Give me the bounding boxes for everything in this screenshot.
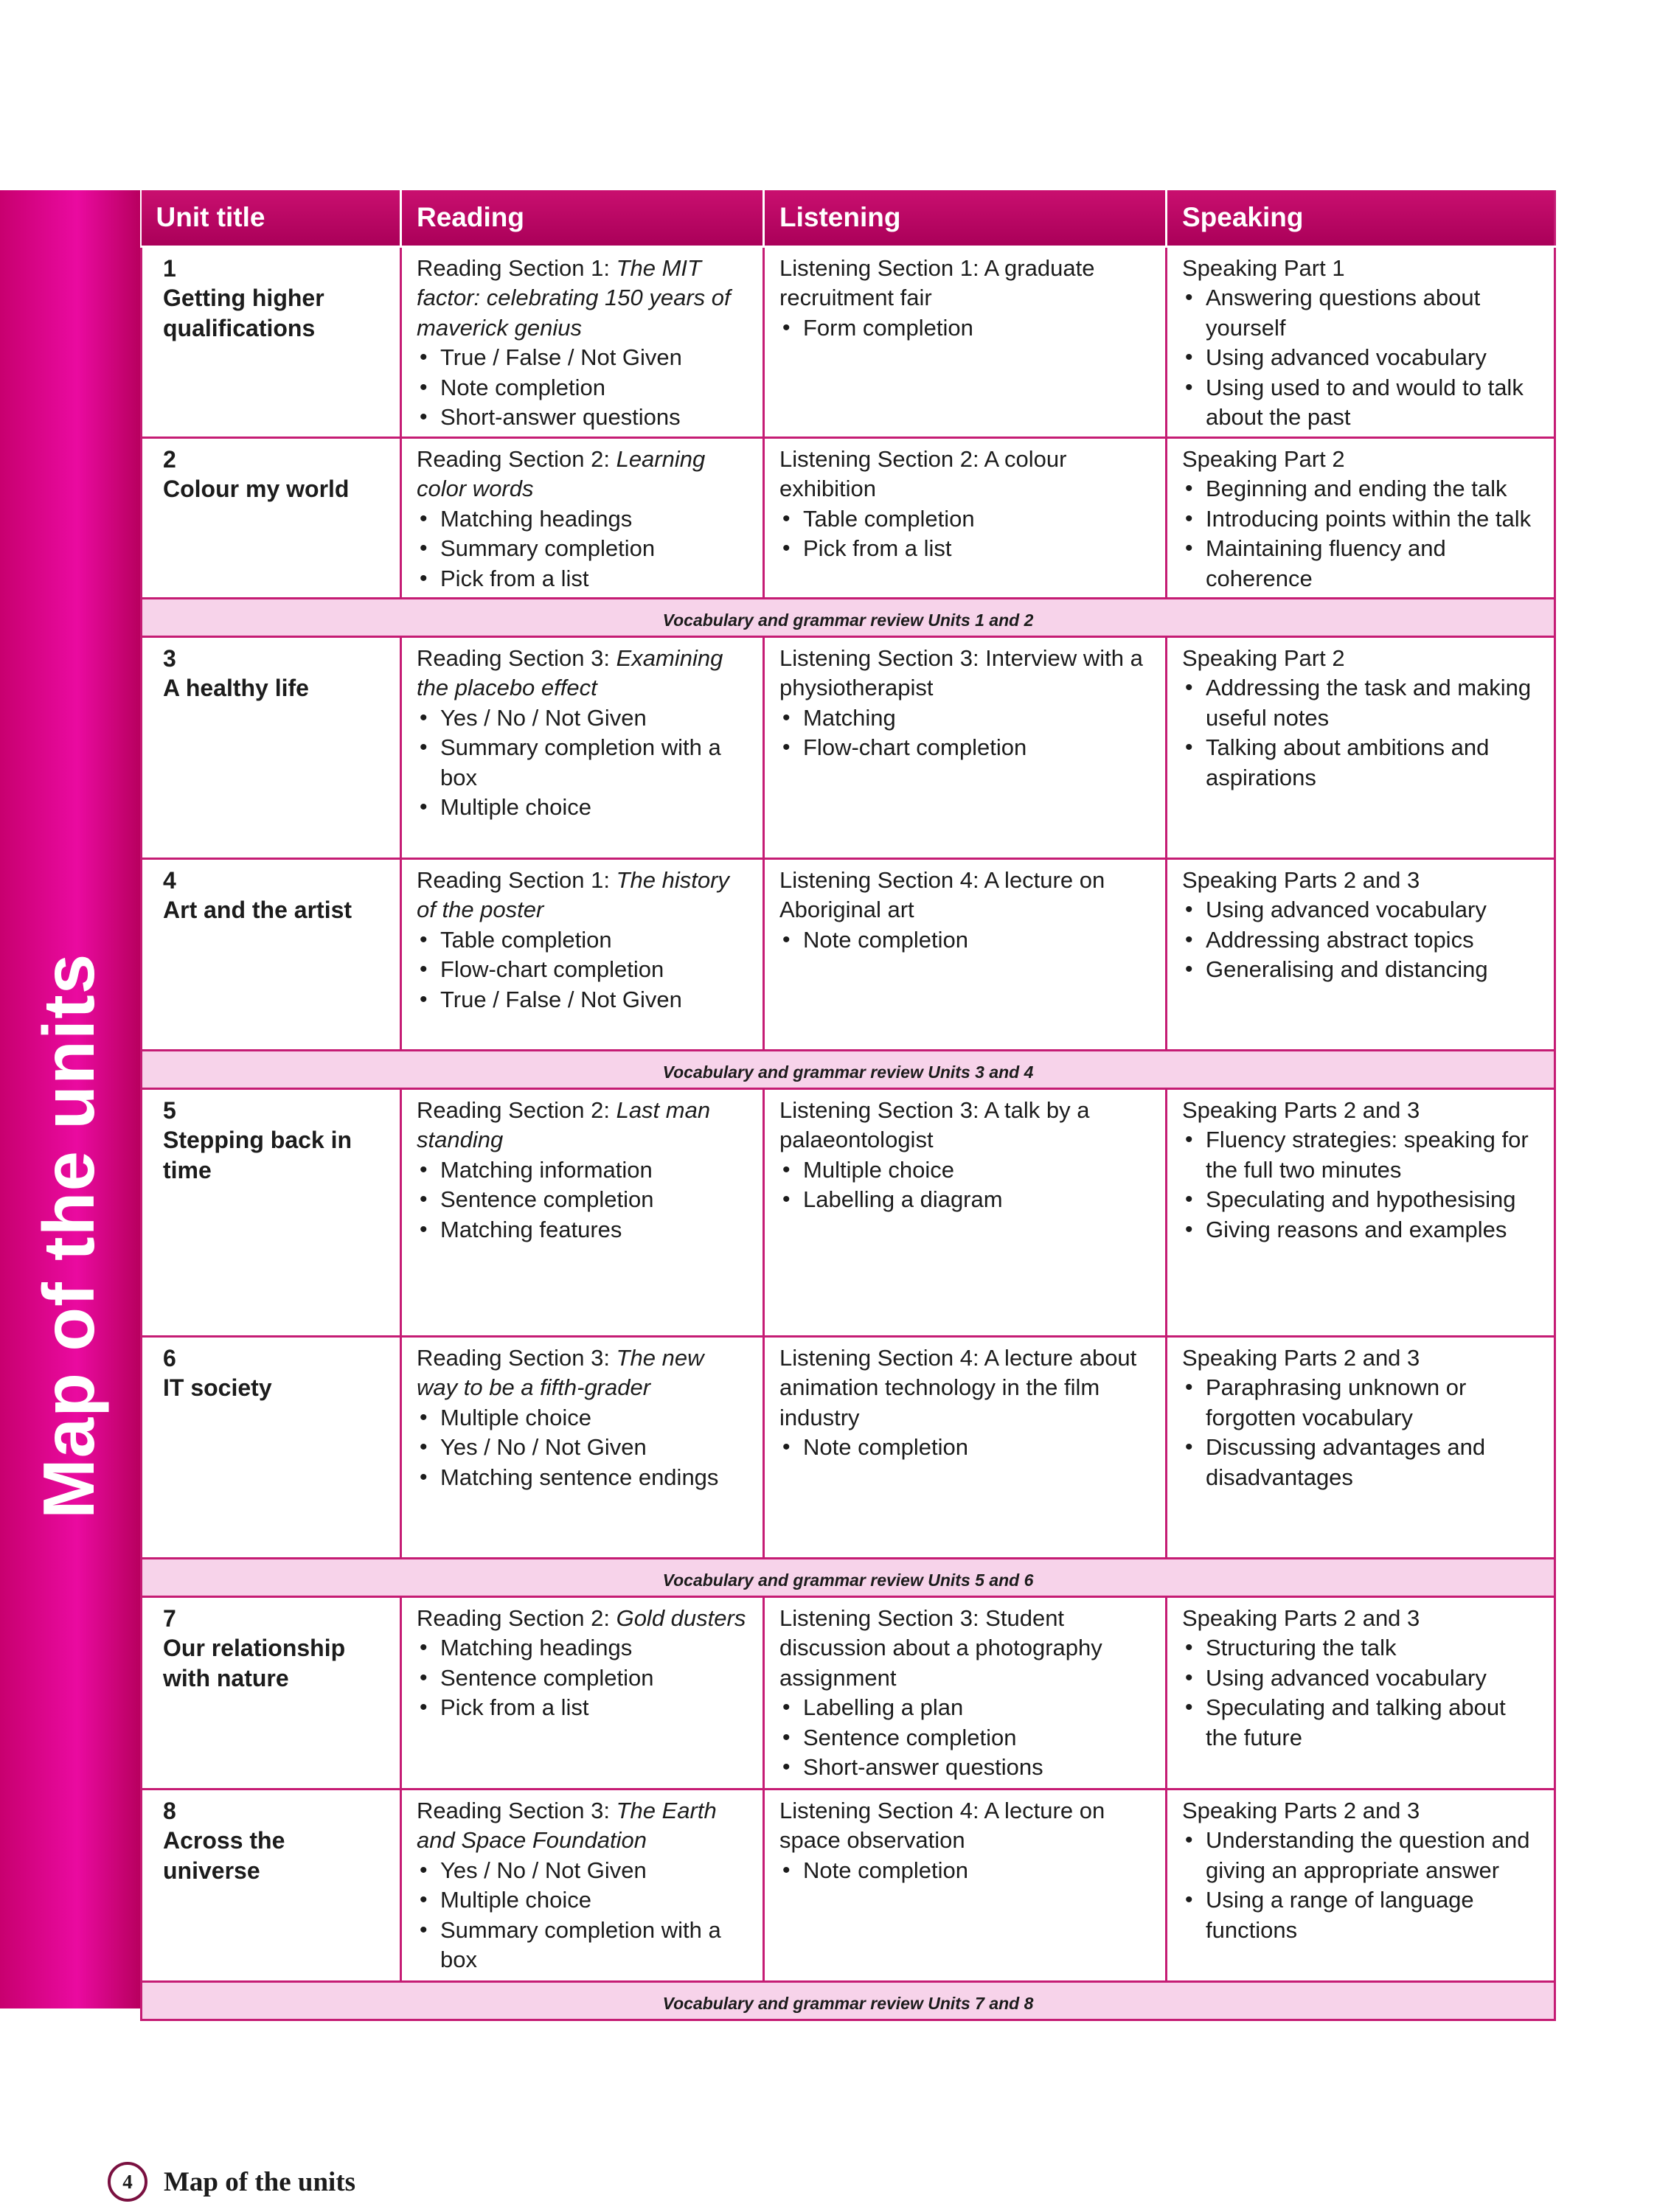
listening-cell (764, 1789, 1167, 1981)
unit-row-2 (142, 437, 1555, 598)
unit-number: 8 (163, 1797, 176, 1824)
bullet-list (779, 1856, 1152, 1886)
listening-cell (764, 1336, 1167, 1558)
unit-title-cell (142, 1789, 401, 1981)
reading-cell (401, 636, 764, 858)
reading-section-title (417, 1796, 749, 1856)
unit-row-7 (142, 1596, 1555, 1789)
speaking-part-title: Speaking Parts 2 and 3 (1182, 1604, 1420, 1631)
speaking-cell (1167, 437, 1555, 598)
reading-cell (401, 437, 764, 598)
speaking-part-title: Speaking Parts 2 and 3 (1182, 1344, 1420, 1371)
bullet-item: • Maintaining fluency and coherence (1182, 534, 1540, 594)
reading-cell (401, 1088, 764, 1336)
unit-title: Getting higher qualifications (163, 285, 324, 341)
bullet-item: • Matching information (417, 1155, 749, 1186)
unit-row-3 (142, 636, 1555, 858)
bullet-item: • Yes / No / Not Given (417, 703, 749, 734)
bullet-item: • Matching features (417, 1215, 749, 1245)
reading-section-title (417, 1604, 749, 1634)
bullet-item: • True / False / Not Given (417, 343, 749, 373)
unit-title-cell (142, 437, 401, 598)
bullet-item: • Matching headings (417, 1633, 749, 1663)
header-speaking: Speaking (1167, 190, 1555, 246)
bullet-item: • Table completion (417, 925, 749, 956)
unit-number: 4 (163, 866, 176, 894)
bullet-item: • Summary completion with a box (417, 733, 749, 793)
reading-cell (401, 1336, 764, 1558)
bullet-item: • True / False / Not Given (417, 985, 749, 1015)
reading-section-label: Reading Section 1: (417, 254, 616, 281)
review-label: Vocabulary and grammar review Units 1 and 2 (142, 598, 1555, 636)
unit-title: Across the universe (163, 1827, 285, 1884)
bullet-item: • Labelling a plan (779, 1693, 1152, 1723)
unit-title: Colour my world (163, 476, 350, 502)
reading-section-label: Reading Section 2: (417, 1604, 616, 1631)
unit-number: 3 (163, 644, 176, 672)
bullet-item: • Structuring the talk (1182, 1633, 1540, 1663)
bullet-item: • Yes / No / Not Given (417, 1856, 749, 1886)
bullet-list (417, 504, 749, 594)
bullet-item: • Addressing the task and making useful notes (1182, 673, 1540, 733)
bullet-list (417, 1403, 749, 1493)
listening-section-title: Listening Section 2: A colour exhibition (779, 445, 1067, 501)
bullet-item: • Matching headings (417, 504, 749, 535)
bullet-item: • Yes / No / Not Given (417, 1433, 749, 1463)
bullet-item: • Matching sentence endings (417, 1463, 749, 1493)
listening-section-title: Listening Section 4: A lecture on space observation (779, 1797, 1105, 1853)
unit-number: 6 (163, 1344, 176, 1371)
unit-title: Our relationship with nature (163, 1635, 346, 1691)
bullet-list (779, 1693, 1152, 1783)
review-label: Vocabulary and grammar review Units 5 and 6 (142, 1558, 1555, 1596)
reading-section-label: Reading Section 2: (417, 445, 616, 472)
listening-cell (764, 437, 1167, 598)
speaking-part-title: Speaking Part 2 (1182, 445, 1345, 472)
speaking-cell (1167, 858, 1555, 1050)
unit-number: 5 (163, 1096, 176, 1124)
bullet-list (779, 313, 1152, 344)
bullet-item: • Sentence completion (779, 1723, 1152, 1753)
reading-cell (401, 1789, 764, 1981)
reading-text-title: Learning color words (417, 445, 706, 501)
unit-row-1 (142, 246, 1555, 437)
speaking-part-title: Speaking Part 1 (1182, 254, 1345, 281)
unit-row-4 (142, 858, 1555, 1050)
speaking-cell (1167, 1596, 1555, 1789)
reading-cell (401, 246, 764, 437)
reading-text-title: The new way to be a fifth-grader (417, 1344, 704, 1400)
reading-section-title (417, 644, 749, 703)
bullet-list (1182, 1633, 1540, 1753)
reading-text-title: The MIT factor: celebrating 150 years of maverick genius (417, 254, 731, 341)
page-number: 4 (108, 2162, 147, 2202)
bullet-list (779, 1433, 1152, 1463)
bullet-item: • Addressing abstract topics (1182, 925, 1540, 956)
speaking-cell (1167, 246, 1555, 437)
bullet-list (1182, 1125, 1540, 1245)
listening-cell (764, 636, 1167, 858)
listening-cell (764, 246, 1167, 437)
reading-section-label: Reading Section 3: (417, 1797, 616, 1823)
review-row (142, 598, 1555, 636)
bullet-list (1182, 474, 1540, 594)
unit-number: 1 (163, 254, 176, 282)
bullet-item: • Pick from a list (417, 564, 749, 594)
bullet-list (417, 1155, 749, 1245)
bullet-item: • Using advanced vocabulary (1182, 1663, 1540, 1694)
bullet-item: • Note completion (779, 1856, 1152, 1886)
reading-section-title (417, 254, 749, 344)
speaking-cell (1167, 1789, 1555, 1981)
listening-section-title: Listening Section 4: A lecture on Aboriginal art (779, 866, 1105, 922)
bullet-item: • Using advanced vocabulary (1182, 895, 1540, 925)
unit-title-cell (142, 246, 401, 437)
review-row (142, 1981, 1555, 2020)
unit-title-cell (142, 1336, 401, 1558)
bullet-list (1182, 283, 1540, 433)
reading-text-title: Examining the placebo effect (417, 644, 723, 700)
page-footer (108, 2159, 355, 2205)
bullet-item: • Introducing points within the talk (1182, 504, 1540, 535)
bullet-item: • Matching (779, 703, 1152, 734)
reading-cell (401, 858, 764, 1050)
bullet-item: • Beginning and ending the talk (1182, 474, 1540, 504)
unit-number: 7 (163, 1604, 176, 1632)
listening-section-title: Listening Section 3: Student discussion about a photography assignment (779, 1604, 1102, 1691)
listening-section-title: Listening Section 1: A graduate recruitment fair (779, 254, 1095, 310)
reading-section-title (417, 1096, 749, 1155)
reading-text-title: Last man standing (417, 1096, 711, 1152)
header-row (142, 190, 1555, 246)
unit-row-8 (142, 1789, 1555, 1981)
unit-title: Art and the artist (163, 897, 352, 923)
bullet-item: • Discussing advantages and disadvantages (1182, 1433, 1540, 1492)
bullet-list (417, 343, 749, 433)
bullet-list (779, 504, 1152, 564)
unit-title-cell (142, 1088, 401, 1336)
bullet-list (779, 1155, 1152, 1215)
reading-section-title (417, 866, 749, 925)
bullet-list (1182, 1373, 1540, 1492)
listening-cell (764, 1088, 1167, 1336)
bullet-item: • Short-answer questions (779, 1753, 1152, 1783)
bullet-item: • Speculating and talking about the future (1182, 1693, 1540, 1753)
bullet-item: • Fluency strategies: speaking for the full two minutes (1182, 1125, 1540, 1185)
bullet-list (417, 703, 749, 823)
side-title: Map of the units (28, 953, 109, 1519)
review-row (142, 1050, 1555, 1088)
units-map-table (140, 190, 1556, 2021)
bullet-item: • Multiple choice (779, 1155, 1152, 1186)
unit-title-cell (142, 858, 401, 1050)
bullet-item: • Pick from a list (417, 1693, 749, 1723)
unit-number: 2 (163, 445, 176, 473)
bullet-item: • Using a range of language functions (1182, 1885, 1540, 1945)
speaking-part-title: Speaking Part 2 (1182, 644, 1345, 671)
bullet-list (417, 925, 749, 1015)
unit-title-cell (142, 1596, 401, 1789)
bullet-item: • Speculating and hypothesising (1182, 1185, 1540, 1215)
bullet-item: • Answering questions about yourself (1182, 283, 1540, 343)
bullet-item: • Note completion (779, 925, 1152, 956)
unit-row-5 (142, 1088, 1555, 1336)
header-listening: Listening (764, 190, 1167, 246)
bullet-item: • Pick from a list (779, 534, 1152, 564)
review-row (142, 1558, 1555, 1596)
units-body (142, 246, 1555, 2020)
bullet-item: • Table completion (779, 504, 1152, 535)
speaking-part-title: Speaking Parts 2 and 3 (1182, 1096, 1420, 1123)
bullet-item: • Sentence completion (417, 1185, 749, 1215)
header-unit-title: Unit title (142, 190, 401, 246)
bullet-item: • Flow-chart completion (417, 955, 749, 985)
bullet-item: • Labelling a diagram (779, 1185, 1152, 1215)
bullet-list (779, 925, 1152, 956)
reading-section-title (417, 445, 749, 504)
bullet-list (417, 1633, 749, 1723)
reading-text-title: Gold dusters (616, 1604, 746, 1631)
unit-title: Stepping back in time (163, 1127, 352, 1183)
bullet-item: • Summary completion with a box (417, 1916, 749, 1975)
reading-section-title (417, 1343, 749, 1403)
speaking-cell (1167, 636, 1555, 858)
listening-cell (764, 1596, 1167, 1789)
bullet-item: • Multiple choice (417, 793, 749, 823)
reading-section-label: Reading Section 1: (417, 866, 616, 893)
listening-section-title: Listening Section 3: Interview with a physiotherapist (779, 644, 1143, 700)
bullet-item: • Using used to and would to talk about the past (1182, 373, 1540, 433)
bullet-list (779, 703, 1152, 763)
reading-section-label: Reading Section 3: (417, 644, 616, 671)
reading-text-title: The history of the poster (417, 866, 729, 922)
bullet-list (1182, 895, 1540, 985)
bullet-item: • Talking about ambitions and aspirations (1182, 733, 1540, 793)
speaking-part-title: Speaking Parts 2 and 3 (1182, 1797, 1420, 1823)
bullet-list (417, 1856, 749, 1975)
header-reading: Reading (401, 190, 764, 246)
speaking-cell (1167, 1088, 1555, 1336)
bullet-item: • Understanding the question and giving an appropriate answer (1182, 1826, 1540, 1885)
listening-section-title: Listening Section 4: A lecture about animation technology in the film industry (779, 1344, 1137, 1430)
bullet-item: • Giving reasons and examples (1182, 1215, 1540, 1245)
unit-title: A healthy life (163, 675, 309, 701)
reading-section-label: Reading Section 2: (417, 1096, 616, 1123)
reading-section-label: Reading Section 3: (417, 1344, 616, 1371)
bullet-item: • Note completion (779, 1433, 1152, 1463)
bullet-list (1182, 673, 1540, 793)
bullet-item: • Multiple choice (417, 1403, 749, 1433)
bullet-item: • Generalising and distancing (1182, 955, 1540, 985)
bullet-item: • Sentence completion (417, 1663, 749, 1694)
bullet-item: • Summary completion (417, 534, 749, 564)
bullet-item: • Form completion (779, 313, 1152, 344)
listening-section-title: Listening Section 3: A talk by a palaeontologist (779, 1096, 1090, 1152)
unit-title-cell (142, 636, 401, 858)
bullet-item: • Short-answer questions (417, 403, 749, 433)
review-label: Vocabulary and grammar review Units 7 and 8 (142, 1981, 1555, 2020)
bullet-item: • Note completion (417, 373, 749, 403)
reading-text-title: The Earth and Space Foundation (417, 1797, 717, 1853)
reading-cell (401, 1596, 764, 1789)
bullet-item: • Paraphrasing unknown or forgotten vocabulary (1182, 1373, 1540, 1433)
speaking-cell (1167, 1336, 1555, 1558)
footer-title: Map of the units (164, 2166, 356, 2197)
unit-row-6 (142, 1336, 1555, 1558)
review-label: Vocabulary and grammar review Units 3 and 4 (142, 1050, 1555, 1088)
unit-title: IT society (163, 1374, 272, 1401)
bullet-list (1182, 1826, 1540, 1945)
bullet-item: • Using advanced vocabulary (1182, 343, 1540, 373)
bullet-item: • Flow-chart completion (779, 733, 1152, 763)
bullet-item: • Multiple choice (417, 1885, 749, 1916)
speaking-part-title: Speaking Parts 2 and 3 (1182, 866, 1420, 893)
listening-cell (764, 858, 1167, 1050)
